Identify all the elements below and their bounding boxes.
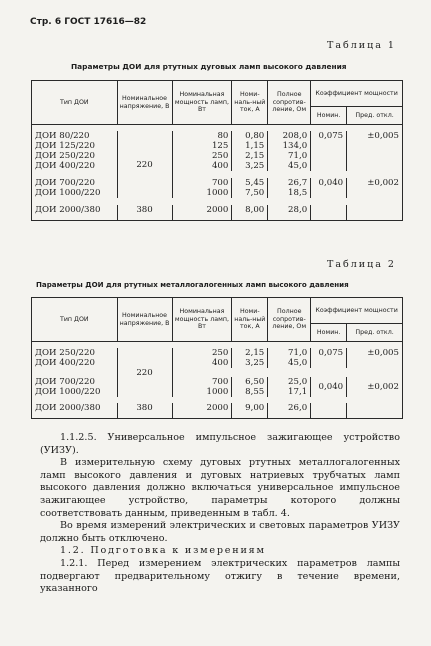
power-value: 125 <box>211 141 229 151</box>
table-row <box>32 377 403 397</box>
body-text <box>40 432 400 596</box>
current-value: 2,15 <box>245 348 265 358</box>
coef-tol-value: ±0,005 <box>367 348 399 358</box>
coef-tol-value: ±0,005 <box>367 131 399 141</box>
col-header-voltage: Номинальное напряжение, В <box>117 81 172 125</box>
power-value: 2000 <box>206 403 229 413</box>
section-heading-1-2: 1.2. Подготовка к измерениям <box>60 545 266 557</box>
voltage-value: 220 <box>117 131 172 198</box>
current-value: 3,25 <box>245 358 265 368</box>
power-value: 700 <box>211 178 229 188</box>
table1 <box>31 80 403 221</box>
col-header-coef: Коэффициент мощности <box>311 81 403 107</box>
table1-caption: Таблица 1 <box>327 40 396 51</box>
coef-nom-value: 0,040 <box>318 382 344 392</box>
current-value: 0,80 <box>245 131 265 141</box>
resistance-value: 17,1 <box>288 387 308 397</box>
current-value: 8,55 <box>245 387 265 397</box>
power-value: 250 <box>211 348 229 358</box>
resistance-value: 134,0 <box>282 141 308 151</box>
table2 <box>31 297 403 419</box>
col-header-coef-nom: Номин. <box>311 107 347 125</box>
col-header-coef-tol: Пред. откл. <box>347 107 403 125</box>
resistance-value: 71,0 <box>288 151 308 161</box>
resistance-value: 26,7 <box>288 178 308 188</box>
paragraph-measurement-scheme: В измерительную схему дуговых ртутных металлогалогенных ламп высокого давления и дуговых натриевых трубчатых ламп высокого давления должно включаться универсальное импульсное зажигающее устройство, параметры которого должны соответствовать данным, приведенным в табл. 4. <box>40 457 400 519</box>
current-value: 5,45 <box>245 178 265 188</box>
resistance-value: 18,5 <box>288 188 308 198</box>
table-row <box>32 178 403 198</box>
col-header-current: Номи-наль-ный ток, А <box>232 81 268 125</box>
resistance-value: 45,0 <box>288 161 308 171</box>
col-header-resistance: Полное сопротив-ление, Ом <box>268 298 311 342</box>
row-type: ДОИ 125/220 <box>35 141 95 151</box>
resistance-value: 45,0 <box>288 358 308 368</box>
resistance-value: 25,0 <box>288 377 308 387</box>
col-header-current: Номи-наль-ный ток, А <box>232 298 268 342</box>
paragraph-1-2-1: 1.2.1. Перед измерением электрических параметров лампы подвергают предварительному отжигу в течение времени, указанного <box>40 557 400 595</box>
table1-title: Параметры ДОИ для ртутных дуговых ламп высокого давления <box>71 62 347 71</box>
coef-nom-value: 0,075 <box>318 131 344 141</box>
current-value: 2,15 <box>245 151 265 161</box>
table-row <box>32 205 403 221</box>
current-value: 3,25 <box>245 161 265 171</box>
row-type: ДОИ 250/220 <box>35 151 95 161</box>
resistance-value: 71,0 <box>288 348 308 358</box>
voltage-value: 380 <box>117 403 172 419</box>
row-type: ДОИ 80/220 <box>35 131 90 141</box>
table2-caption: Таблица 2 <box>327 259 396 270</box>
table-row <box>32 403 403 419</box>
current-value: 6,50 <box>245 377 265 387</box>
col-header-voltage: Номинальное напряжение, В <box>117 298 172 342</box>
resistance-value: 28,0 <box>288 205 308 215</box>
coef-tol-value: ±0,002 <box>367 382 399 392</box>
col-header-coef: Коэффициент мощности <box>311 298 403 324</box>
resistance-value: 26,0 <box>288 403 308 413</box>
col-header-coef-nom: Номин. <box>311 324 347 342</box>
coef-nom-value: 0,075 <box>318 348 344 358</box>
voltage-value: 380 <box>117 205 172 221</box>
paragraph-uizu-off: Во время измерений электрических и световых параметров УИЗУ должно быть отключено. <box>40 520 400 544</box>
row-type: ДОИ 700/220 <box>35 178 95 188</box>
page-header: Стр. 6 ГОСТ 17616—82 <box>30 17 147 27</box>
col-header-coef-tol: Пред. откл. <box>347 324 403 342</box>
coef-nom-value: 0,040 <box>318 178 344 188</box>
paragraph-1-1-2-5: 1.1.2.5. Универсальное импульсное зажигающее устройство (УИЗУ). <box>40 432 400 456</box>
voltage-value: 220 <box>117 348 172 397</box>
coef-tol-value: ±0,002 <box>367 178 399 188</box>
current-value: 1,15 <box>245 141 265 151</box>
row-type: ДОИ 2000/380 <box>35 205 101 215</box>
row-type: ДОИ 1000/220 <box>35 188 101 198</box>
table-row <box>32 348 403 368</box>
power-value: 400 <box>211 161 229 171</box>
power-value: 400 <box>211 358 229 368</box>
power-value: 250 <box>211 151 229 161</box>
current-value: 7,50 <box>245 188 265 198</box>
col-header-type: Тип ДОИ <box>32 298 118 342</box>
row-type: ДОИ 400/220 <box>35 358 95 368</box>
current-value: 8,00 <box>245 205 265 215</box>
power-value: 80 <box>217 131 229 141</box>
col-header-resistance: Полное сопротив-ление, Ом <box>268 81 311 125</box>
table-row <box>32 131 403 171</box>
row-type: ДОИ 1000/220 <box>35 387 101 397</box>
power-value: 1000 <box>206 188 229 198</box>
row-type: ДОИ 2000/380 <box>35 403 101 413</box>
resistance-value: 208,0 <box>282 131 308 141</box>
col-header-power: Номинальная мощность ламп, Вт <box>172 298 232 342</box>
current-value: 9,00 <box>245 403 265 413</box>
row-type: ДОИ 400/220 <box>35 161 95 171</box>
row-type: ДОИ 700/220 <box>35 377 95 387</box>
power-value: 2000 <box>206 205 229 215</box>
power-value: 700 <box>211 377 229 387</box>
power-value: 1000 <box>206 387 229 397</box>
col-header-type: Тип ДОИ <box>32 81 118 125</box>
table2-title: Параметры ДОИ для ртутных металлогалогенных ламп высокого давления <box>36 280 349 289</box>
col-header-power: Номинальная мощность ламп, Вт <box>172 81 232 125</box>
row-type: ДОИ 250/220 <box>35 348 95 358</box>
